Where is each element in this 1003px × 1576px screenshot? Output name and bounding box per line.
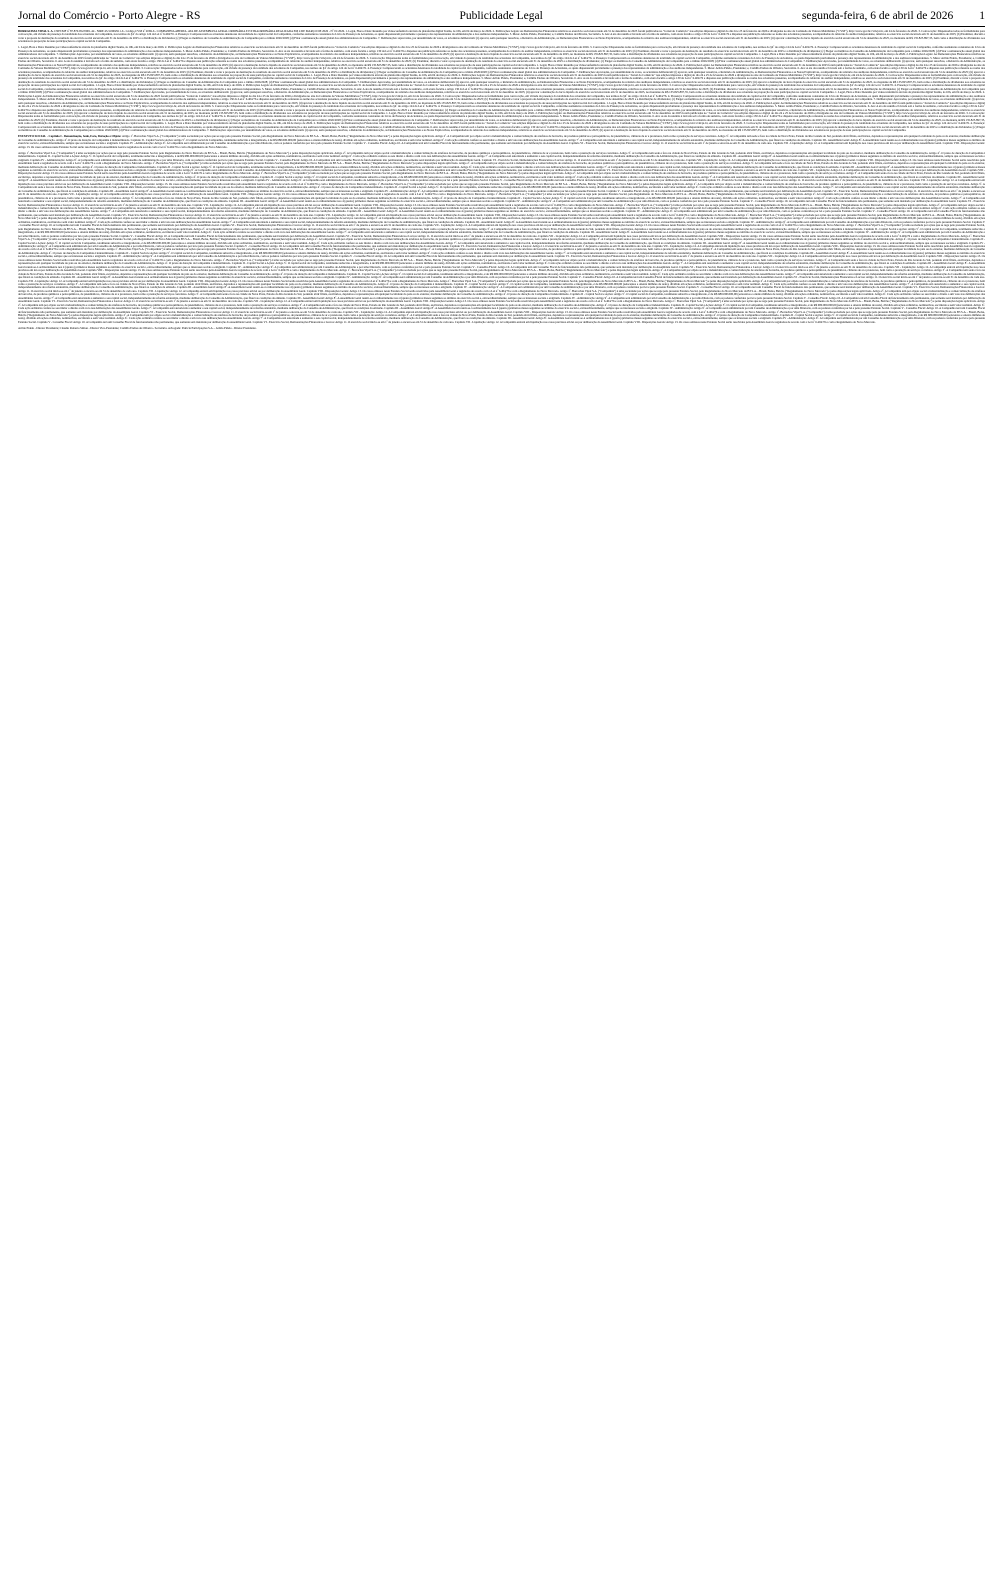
notice-title: BORRACHAS VIPAL S. A. — [18, 29, 54, 33]
page-number: 1 — [979, 10, 985, 22]
estatuto-subtitle: Capítulo I - Denominação, Sede, Foro, Duração e Objeto: — [48, 134, 122, 139]
estatuto-title: ESTATUTO SOCIAL — [18, 134, 47, 139]
legal-notices-body — [18, 30, 985, 330]
section-title: Publicidade Legal — [459, 10, 543, 22]
masthead-divider — [18, 26, 985, 27]
estatuto-text: Artigo 1º. Borrachas Vipal S.A. ("Companhia") é uma sociedade por ações que se rege pelo presente Estatuto Social, pelo Regulamento do Novo Mercado da B3 S.A. - Brasil, Bolsa, Balcão ("Regulamento do Novo Mercado") e pelas disposições legais aplicáveis. Artigo 2º. A Companhia tem por objeto social a industrialização e comercialização de artefatos de borracha, de produtos químicos e petroquímicos, de pneumáticos, câmaras de ar e protetores, bem como a prestação de serviços correlatos. Artigo 3º. A Companhia tem sede e foro na cidade de Nova Prata, Estado do Rio Grande do Sul, podendo abrir filiais, escritórios, depósitos e representações em qualquer localidade do país ou do exterior, mediante deliberação do Conselho de Administração. Artigo 4º. O prazo de duração da Companhia é indeterminado. Capítulo II - Capital Social e Ações: Artigo 5º. O capital social da Companhia, totalmente subscrito e integralizado, é de R$ 680.000.000,00 (seiscentos e oitenta milhões de reais), dividido em ações ordinárias, nominativas, escriturais e sem valor nominal. Artigo 6º. Cada ação ordinária confere ao seu titular o direito a um voto nas deliberações das Assembleias Gerais. Artigo 7º. A Companhia está autorizada a aumentar o seu capital social, independentemente de reforma estatutária, mediante deliberação do Conselho de Administração, que fixará as condições da emissão. Capítulo III - Assembleia Geral: Artigo 8º. A Assembleia Geral reunir-se-á ordinariamente nos 4 (quatro) primeiros meses seguintes ao término do exercício social e, extraordinariamente, sempre que os interesses sociais o exigirem. Capítulo IV - Administração: Artigo 9º. A Companhia será administrada por um Conselho de Administração e por uma Diretoria, com os poderes conferidos por lei e pelo presente Estatuto Social. Capítulo V - Conselho Fiscal: Artigo 10. A Companhia terá um Conselho Fiscal de funcionamento não permanente, que somente será instalado por deliberação da Assembleia Geral. Capítulo VI - Exercício Social, Demonstrações Financeiras e Lucros: Artigo 11. O exercício social inicia-se em 1º de janeiro e encerra-se em 31 de dezembro de cada ano. Capítulo VII - Liquidação: Artigo 12. A Companhia entrará em liquidação nos casos previstos em lei ou por deliberação da Assembleia Geral. Capítulo VIII - Disposições Gerais: Artigo 13. Os casos omissos neste Estatuto Social serão resolvidos pela Assembleia Geral e regulados de acordo com a Lei nº 6.404/76 e com o Regulamento do Novo Mercado. — [18, 134, 985, 149]
notice-estatuto-social: ESTATUTO SOCIAL - Capítulo I - Denominação, Sede, Foro, Duração e Objeto: Artigo 1º. Borrachas Vipal S.A. ("Companhia") é uma sociedade por ações que se rege pelo presente Estatuto Social, pelo Regulamento do Novo Mercado da B3 S.A. - Brasil, Bolsa, Balcão ("Regulamento do Novo Mercado") e pelas disposições legais aplicáveis. Artigo 2º. A Companhia tem por objeto social a industrialização e comercialização de artefatos de borracha, de produtos químicos e petroquímicos, de pneumáticos, câmaras de ar e protetores, bem como a prestação de serviços correlatos. Artigo 3º. A Companhia tem sede e foro na cidade de Nova Prata, Estado do Rio Grande do Sul, podendo abrir filiais, escritórios, depósitos e representações em qualquer localidade do país ou do exterior, mediante deliberação do Conselho de Administração. Artigo 4º. O prazo de duração da Companhia é indeterminado. Capítulo II - Capital Social e Ações: Artigo 5º. O capital social da Companhia, totalmente subscrito e integralizado, é de R$ 680.000.000,00 (seiscentos e oitenta milhões de reais), dividido em ações ordinárias, nominativas, escriturais e sem valor nominal. Artigo 6º. Cada ação ordinária confere ao seu titular o direito a um voto nas deliberações das Assembleias Gerais. Artigo 7º. A Companhia está autorizada a aumentar o seu capital social, independentemente de reforma estatutária, mediante deliberação do Conselho de Administração, que fixará as condições da emissão. Capítulo III - Assembleia Geral: Artigo 8º. A Assembleia Geral reunir-se-á ordinariamente nos 4 (quatro) primeiros meses seguintes ao término do exercício social e, extraordinariamente, sempre que os interesses sociais o exigirem. Capítulo IV - Administração: Artigo 9º. A Companhia será administrada por um Conselho de Administração e por uma Diretoria, com os poderes conferidos por lei e pelo presente Estatuto Social. Capítulo V - Conselho Fiscal: Artigo 10. A Companhia terá um Conselho Fiscal de funcionamento não permanente, que somente será instalado por deliberação da Assembleia Geral. Capítulo VI - Exercício Social, Demonstrações Financeiras e Lucros: Artigo 11. O exercício social inicia-se em 1º de janeiro e encerra-se em 31 de dezembro de cada ano. Capítulo VII - Liquidação: Artigo 12. A Companhia entrará em liquidação nos casos previstos em lei ou por deliberação da Assembleia Geral. Capítulo VIII - Disposições Gerais: Artigo 13. Os casos omissos neste Estatuto Social serão resolvidos pela Assembleia Geral e regulados de acordo com a Lei nº 6.404/76 e com o Regulamento do Novo Mercado. — [18, 134, 985, 149]
notice-borrachas-vipal — [18, 30, 985, 44]
notice-borrachas-vipal-continued: 1. Legal, Hora e Data: Reunião por videoconferência através da plataforma digital Teams, às 10h, em 04 de março de 2026. 2. Publicações Legais: As Demonstrações Financeiras relativas ao exercício social encerrado em 31 de dezembro de 2025 foram publicadas no "Jornal do Comércio" nas edições impressa e digital do dia 24 e 25 de fevereiro de 2026 e divulgadas no site da Comissão de Valores Mobiliários ("CVM"), http://www.gov.br/cvm/pt-br, em 24 de fevereiro de 2026. 3. Convocação: Dispensadas todas as formalidades para convocação, em virtude da presença da totalidade dos acionistas da Companhia, nos termos do §4º do artigo 124 da Lei nº 6.404/76. 4. Presença: Compareceram os acionistas detentores da totalidade do capital social da Companhia, conforme assinaturas constantes do Livro de Presença de Acionistas, os quais dispensaram previamente a presença dos representantes da administração e dos auditores independentes. 5. Mesa: Arildo Pidelo, Presidente; e, Camilla Endres de Oliveira, Secretária. 6. Ata: A ata da reunião é lavrada sob a forma de sumário, com exata faculta o artigo 130 da Lei nº 6.404/76 e dispensa sua publicação referente ao nome dos acionistas presentes, acompanhadas do relatório do auditor independente, relativos ao exercício social encerrado em 31 de dezembro de 2025; (b) Examinar, discutir e votar a proposta de destinação do resultado do exercício social encerrado em 31 de dezembro de 2025 e a distribuição de dividendos; (c) Eleger os membros do Conselho de Administração da Companhia para o triênio 2026/2028; (d) Fixar a remuneração anual global dos administradores da Companhia. 7. Deliberações: Aprovadas, por unanimidade de votos, os acionistas deliberaram: (i) aprovar, sem quaisquer ressalvas, o Relatório da Administração, as Demonstrações Financeiras e as Notas Explicativas, acompanhadas do relatório dos auditores independentes, relativas ao exercício social encerrado em 31 de dezembro de 2025; (ii) aprovar a destinação do lucro líquido do exercício social encerrado em 31 de dezembro de 2025, no montante de R$ 135.825.897,35, bem como a distribuição de dividendos aos acionistas na proporção de suas participações no capital social da Companhia. 1. Legal, Hora e Data: Reunião por videoconferência através da plataforma digital Teams, às 10h, em 04 de março de 2026. 2. Publicações Legais: As Demonstrações Financeiras relativas ao exercício social encerrado em 31 de dezembro de 2025 foram publicadas no "Jornal do Comércio" nas edições impressa e digital do dia 24 e 25 de fevereiro de 2026 e divulgadas no site da Comissão de Valores Mobiliários ("CVM"), http://www.gov.br/cvm/pt-br, em 24 de fevereiro de 2026. 3. Convocação: Dispensadas todas as formalidades para convocação, em virtude da presença da totalidade dos acionistas da Companhia, nos termos do §4º do artigo 124 da Lei nº 6.404/76. 4. Presença: Compareceram os acionistas detentores da totalidade do capital social da Companhia, conforme assinaturas constantes do Livro de Presença de Acionistas, os quais dispensaram previamente a presença dos representantes da administração e dos auditores independentes. 5. Mesa: Arildo Pidelo, Presidente; e, Camilla Endres de Oliveira, Secretária. 6. Ata: A ata da reunião é lavrada sob a forma de sumário, com exata faculta o artigo 130 da Lei nº 6.404/76 e dispensa sua publicação referente ao nome dos acionistas presentes, acompanhadas do relatório do auditor independente, relativos ao exercício social encerrado em 31 de dezembro de 2025; (b) Examinar, discutir e votar a proposta de destinação do resultado do exercício social encerrado em 31 de dezembro de 2025 e a distribuição de dividendos; (c) Eleger os membros do Conselho de Administração da Companhia para o triênio 2026/2028; (d) Fixar a remuneração anual global dos administradores da Companhia. 7. Deliberações: Aprovadas, por unanimidade de votos, os acionistas deliberaram: (i) aprovar, sem quaisquer ressalvas, o Relatório da Administração, as Demonstrações Financeiras e as Notas Explicativas, acompanhadas do relatório dos auditores independentes, relativas ao exercício social encerrado em 31 de dezembro de 2025; (ii) aprovar a destinação do lucro líquido do exercício social encerrado em 31 de dezembro de 2025, no montante de R$ 135.825.897,35, bem como a distribuição de dividendos aos acionistas na proporção de suas participações no capital social da Companhia. 1. Legal, Hora e Data: Reunião por videoconferência através da plataforma digital Teams, às 10h, em 04 de março de 2026. 2. Publicações Legais: As Demonstrações Financeiras relativas ao exercício social encerrado em 31 de dezembro de 2025 foram publicadas no "Jornal do Comércio" nas edições impressa e digital do dia 24 e 25 de fevereiro de 2026 e divulgadas no site da Comissão de Valores Mobiliários ("CVM"), http://www.gov.br/cvm/pt-br, em 24 de fevereiro de 2026. 3. Convocação: Dispensadas todas as formalidades para convocação, em virtude da presença da totalidade dos acionistas da Companhia, nos termos do §4º do artigo 124 da Lei nº 6.404/76. 4. Presença: Compareceram os acionistas detentores da totalidade do capital social da Companhia, conforme assinaturas constantes do Livro de Presença de Acionistas, os quais dispensaram previamente a presença dos representantes da administração e dos auditores independentes. 5. Mesa: Arildo Pidelo, Presidente; e, Camilla Endres de Oliveira, Secretária. 6. Ata: A ata da reunião é lavrada sob a forma de sumário, com exata faculta o artigo 130 da Lei nº 6.404/76 e dispensa sua publicação referente ao nome dos acionistas presentes, acompanhadas do relatório do auditor independente, relativos ao exercício social encerrado em 31 de dezembro de 2025; (b) Examinar, discutir e votar a proposta de destinação do resultado do exercício social encerrado em 31 de dezembro de 2025 e a distribuição de dividendos; (c) Eleger os membros do Conselho de Administração da Companhia para o triênio 2026/2028; (d) Fixar a remuneração anual global dos administradores da Companhia. 7. Deliberações: Aprovadas, por unanimidade de votos, os acionistas deliberaram: (i) aprovar, sem quaisquer ressalvas, o Relatório da Administração, as Demonstrações Financeiras e as Notas Explicativas, acompanhadas do relatório dos auditores independentes, relativas ao exercício social encerrado em 31 de dezembro de 2025; (ii) aprovar a destinação do lucro líquido do exercício social encerrado em 31 de dezembro de 2025, no montante de R$ 135.825.897,35, bem como a distribuição de dividendos aos acionistas na proporção de suas participações no capital social da Companhia. 1. Legal, Hora e Data: Reunião por videoconferência através da plataforma digital Teams, às 10h, em 04 de março de 2026. 2. Publicações Legais: As Demonstrações Financeiras relativas ao exercício social encerrado em 31 de dezembro de 2025 foram publicadas no "Jornal do Comércio" nas edições impressa e digital do dia 24 e 25 de fevereiro de 2026 e divulgadas no site da Comissão de Valores Mobiliários ("CVM"), http://www.gov.br/cvm/pt-br, em 24 de fevereiro de 2026. 3. Convocação: Dispensadas todas as formalidades para convocação, em virtude da presença da totalidade dos acionistas da Companhia, nos termos do §4º do artigo 124 da Lei nº 6.404/76. 4. Presença: Compareceram os acionistas detentores da totalidade do capital social da Companhia, conforme assinaturas constantes do Livro de Presença de Acionistas, os quais dispensaram previamente a presença dos representantes da administração e dos auditores independentes. 5. Mesa: Arildo Pidelo, Presidente; e, Camilla Endres de Oliveira, Secretária. 6. Ata: A ata da reunião é lavrada sob a forma de sumário, com exata faculta o artigo 130 da Lei nº 6.404/76 e dispensa sua publicação referente ao nome dos acionistas presentes, acompanhadas do relatório do auditor independente, relativos ao exercício social encerrado em 31 de dezembro de 2025; (b) Examinar, discutir e votar a proposta de destinação do resultado do exercício social encerrado em 31 de dezembro de 2025 e a distribuição de dividendos; (c) Eleger os membros do Conselho de Administração da Companhia para o triênio 2026/2028; (d) Fixar a remuneração anual global dos administradores da Companhia. 7. Deliberações: Aprovadas, por unanimidade de votos, os acionistas deliberaram: (i) aprovar, sem quaisquer ressalvas, o Relatório da Administração, as Demonstrações Financeiras e as Notas Explicativas, acompanhadas do relatório dos auditores independentes, relativas ao exercício social encerrado em 31 de dezembro de 2025; (ii) aprovar a destinação do lucro líquido do exercício social encerrado em 31 de dezembro de 2025, no montante de R$ 135.825.897,35, bem como a distribuição de dividendos aos acionistas na proporção de suas participações no capital social da Companhia. 1. Legal, Hora e Data: Reunião por videoconferência através da plataforma digital Teams, às 10h, em 04 de março de 2026. 2. Publicações Legais: As Demonstrações Financeiras relativas ao exercício social encerrado em 31 de dezembro de 2025 foram publicadas no "Jornal do Comércio" nas edições impressa e digital do dia 24 e 25 de fevereiro de 2026 e divulgadas no site da Comissão de Valores Mobiliários ("CVM"), http://www.gov.br/cvm/pt-br, em 24 de fevereiro de 2026. 3. Convocação: Dispensadas todas as formalidades para convocação, em virtude da presença da totalidade dos acionistas da Companhia, nos termos do §4º do artigo 124 da Lei nº 6.404/76. 4. Presença: Compareceram os acionistas detentores da totalidade do capital social da Companhia, conforme assinaturas constantes do Livro de Presença de Acionistas, os quais dispensaram previamente a presença dos representantes da administração e dos auditores independentes. 5. Mesa: Arildo Pidelo, Presidente; e, Camilla Endres de Oliveira, Secretária. 6. Ata: A ata da reunião é lavrada sob a forma de sumário, com exata faculta o artigo 130 da Lei nº 6.404/76 e dispensa sua publicação referente ao nome dos acionistas presentes, acompanhadas do relatório do auditor independente, relativos ao exercício social encerrado em 31 de dezembro de 2025; (b) Examinar, discutir e votar a proposta de destinação do resultado do exercício social encerrado em 31 de dezembro de 2025 e a distribuição de dividendos; (c) Eleger os membros do Conselho de Administração da Companhia para o triênio 2026/2028; (d) Fixar a remuneração anual global dos administradores da Companhia. 7. Deliberações: Aprovadas, por unanimidade de votos, os acionistas deliberaram: (i) aprovar, sem quaisquer ressalvas, o Relatório da Administração, as Demonstrações Financeiras e as Notas Explicativas, acompanhadas do relatório dos auditores independentes, relativas ao exercício social encerrado em 31 de dezembro de 2025; (ii) aprovar a destinação do lucro líquido do exercício social encerrado em 31 de dezembro de 2025, no montante de R$ 135.825.897,35, bem como a distribuição de dividendos aos acionistas na proporção de suas participações no capital social da Companhia. 1. Legal, Hora e Data: Reunião por videoconferência através da plataforma digital Teams, às 10h, em 04 de março de 2026. 2. Publicações Legais: As Demonstrações Financeiras relativas ao exercício social encerrado em 31 de dezembro de 2025 foram publicadas no "Jornal do Comércio" nas edições impressa e digital do dia 24 e 25 de fevereiro de 2026 e divulgadas no site da Comissão de Valores Mobiliários ("CVM"), http://www.gov.br/cvm/pt-br, em 24 de fevereiro de 2026. 3. Convocação: Dispensadas todas as formalidades para convocação, em virtude da presença da totalidade dos acionistas da Companhia, nos termos do §4º do artigo 124 da Lei nº 6.404/76. 4. Presença: Compareceram os acionistas detentores da totalidade do capital social da Companhia, conforme assinaturas constantes do Livro de Presença de Acionistas, os quais dispensaram previamente a presença dos representantes da administração e dos auditores independentes. 5. Mesa: Arildo Pidelo, Presidente; e, Camilla Endres de Oliveira, Secretária. 6. Ata: A ata da reunião é lavrada sob a forma de sumário, com exata faculta o artigo 130 da Lei nº 6.404/76 e dispensa sua publicação referente ao nome dos acionistas presentes, acompanhadas do relatório do auditor independente, relativos ao exercício social encerrado em 31 de dezembro de 2025; (b) Examinar, discutir e votar a proposta de destinação do resultado do exercício social encerrado em 31 de dezembro de 2025 e a distribuição de dividendos; (c) Eleger os membros do Conselho de Administração da Companhia para o triênio 2026/2028; (d) Fixar a remuneração anual global dos administradores da Companhia. 7. Deliberações: Aprovadas, por unanimidade de votos, os acionistas deliberaram: (i) aprovar, sem quaisquer ressalvas, o Relatório da Administração, as Demonstrações Financeiras e as Notas Explicativas, acompanhadas do relatório dos auditores independentes, relativas ao exercício social encerrado em 31 de dezembro de 2025; (ii) aprovar a destinação do lucro líquido do exercício social encerrado em 31 de dezembro de 2025, no montante de R$ 135.825.897,35, bem como a distribuição de dividendos aos acionistas na proporção de suas participações no capital social da Companhia. 1. Legal, Hora e Data: Reunião por videoconferência através da plataforma digital Teams, às 10h, em 04 de março de 2026. 2. Publicações Legais: As Demonstrações Financeiras relativas ao exercício social encerrado em 31 de dezembro de 2025 foram publicadas no "Jornal do Comércio" nas edições impressa e digital do dia 24 e 25 de fevereiro de 2026 e divulgadas no site da Comissão de Valores Mobiliários ("CVM"), http://www.gov.br/cvm/pt-br, em 24 de fevereiro de 2026. 3. Convocação: Dispensadas todas as formalidades para convocação, em virtude da presença da totalidade dos acionistas da Companhia, nos termos do §4º do artigo 124 da Lei nº 6.404/76. 4. Presença: Compareceram os acionistas detentores da totalidade do capital social da Companhia, conforme assinaturas constantes do Livro de Presença de Acionistas, os quais dispensaram previamente a presença dos representantes da administração e dos auditores independentes. 5. Mesa: Arildo Pidelo, Presidente; e, Camilla Endres de Oliveira, Secretária. 6. Ata: A ata da reunião é lavrada sob a forma de sumário, com exata faculta o artigo 130 da Lei nº 6.404/76 e dispensa sua publicação referente ao nome dos acionistas presentes, acompanhadas do relatório do auditor independente, relativos ao exercício social encerrado em 31 de dezembro de 2025; (b) Examinar, discutir e votar a proposta de destinação do resultado do exercício social encerrado em 31 de dezembro de 2025 e a distribuição de dividendos; (c) Eleger os membros do Conselho de Administração da Companhia para o triênio 2026/2028; (d) Fixar a remuneração anual global dos administradores da Companhia. 7. Deliberações: Aprovadas, por unanimidade de votos, os acionistas deliberaram: (i) aprovar, sem quaisquer ressalvas, o Relatório da Administração, as Demonstrações Financeiras e as Notas Explicativas, acompanhadas do relatório dos auditores independentes, relativas ao exercício social encerrado em 31 de dezembro de 2025; (ii) aprovar a destinação do lucro líquido do exercício social encerrado em 31 de dezembro de 2025, no montante de R$ 135.825.897,35, bem como a distribuição de dividendos aos acionistas na proporção de suas participações no capital social da Companhia. 1. Legal, Hora e Data: Reunião por videoconferência através da plataforma digital Teams, às 10h, em 04 de março de 2026. 2. Publicações Legais: As Demonstrações Financeiras relativas ao exercício social encerrado em 31 de dezembro de 2025 foram publicadas no "Jornal do Comércio" nas edições impressa e digital do dia 24 e 25 de fevereiro de 2026 e divulgadas no site da Comissão de Valores Mobiliários ("CVM"), http://www.gov.br/cvm/pt-br, em 24 de fevereiro de 2026. 3. Convocação: Dispensadas todas as formalidades para convocação, em virtude da presença da totalidade dos acionistas da Companhia, nos termos do §4º do artigo 124 da Lei nº 6.404/76. 4. Presença: Compareceram os acionistas detentores da totalidade do capital social da Companhia, conforme assinaturas constantes do Livro de Presença de Acionistas, os quais dispensaram previamente a presença dos representantes da administração e dos auditores independentes. 5. Mesa: Arildo Pidelo, Presidente; e, Camilla Endres de Oliveira, Secretária. 6. Ata: A ata da reunião é lavrada sob a forma de sumário, com exata faculta o artigo 130 da Lei nº 6.404/76 e dispensa sua publicação referente ao nome dos acionistas presentes, acompanhadas do relatório do auditor independente, relativos ao exercício social encerrado em 31 de dezembro de 2025; (b) Examinar, discutir e votar a proposta de destinação do resultado do exercício social encerrado em 31 de dezembro de 2025 e a distribuição de dividendos; (c) Eleger os membros do Conselho de Administração da Companhia para o triênio 2026/2028; (d) Fixar a remuneração anual global dos administradores da Companhia. 7. Deliberações: Aprovadas, por unanimidade de votos, os acionistas deliberaram: (i) aprovar, sem quaisquer ressalvas, o Relatório da Administração, as Demonstrações Financeiras e as Notas Explicativas, acompanhadas do relatório dos auditores independentes, relativas ao exercício social encerrado em 31 de dezembro de 2025; (ii) aprovar a destinação do lucro líquido do exercício social encerrado em 31 de dezembro de 2025, no montante de R$ 135.825.897,35, bem como a distribuição de dividendos aos acionistas na proporção de suas participações no capital social da Companhia. 1. Legal, Hora e Data: Reunião por videoconferência através da plataforma digital Teams, às 10h, em 04 de março de 2026. 2. Publicações Legais: As Demonstrações Financeiras relativas ao exercício social encerrado em 31 de dezembro de 2025 foram publicadas no "Jornal do Comércio" nas edições impressa e digital do dia 24 e 25 de fevereiro de 2026 e divulgadas no site da Comissão de Valores Mobiliários ("CVM"), http://www.gov.br/cvm/pt-br, em 24 de fevereiro de 2026. 3. Convocação: Dispensadas todas as formalidades para convocação, em virtude da presença da totalidade dos acionistas da Companhia, nos termos do §4º do artigo 124 da Lei nº 6.404/76. 4. Presença: Compareceram os acionistas detentores da totalidade do capital social da Companhia, conforme assinaturas constantes do Livro de Presença de Acionistas, os quais dispensaram previamente a presença dos representantes da administração e dos auditores independentes. 5. Mesa: Arildo Pidelo, Presidente; e, Camilla Endres de Oliveira, Secretária. 6. Ata: A ata da reunião é lavrada sob a forma de sumário, com exata faculta o artigo 130 da Lei nº 6.404/76 e dispensa sua publicação referente ao nome dos acionistas presentes, acompanhadas do relatório do auditor independente, relativos ao exercício social encerrado em 31 de dezembro de 2025; (b) Examinar, discutir e votar a proposta de destinação do resultado do exercício social encerrado em 31 de dezembro de 2025 e a distribuição de dividendos; (c) Eleger os membros do Conselho de Administração da Companhia para o triênio 2026/2028; (d) Fixar a remuneração anual global dos administradores da Companhia. 7. Deliberações: Aprovadas, por unanimidade de votos, os acionistas deliberaram: (i) aprovar, sem quaisquer ressalvas, o Relatório da Administração, as Demonstrações Financeiras e as Notas Explicativas, acompanhadas do relatório dos auditores independentes, relativas ao exercício social encerrado em 31 de dezembro de 2025; (ii) aprovar a destinação do lucro líquido do exercício social encerrado em 31 de dezembro de 2025, no montante de R$ 135.825.897,35, bem como a distribuição de dividendos aos acionistas na proporção de suas participações no capital social da Companhia. — [18, 45, 985, 133]
signature-line: Arildo Pidelo - Diretor Presidente; Claudio Roberto Simon - Diretor Vice-Presidente; Camilla Endres de Oliveira - Secretária. Advogada: Patrícia Participações S.A. - Arildo Pidelo - Diretor Presidente. — [18, 325, 257, 330]
masthead — [18, 10, 985, 25]
notice-estatuto-continued: Artigo 1º. Borrachas Vipal S.A. ("Companhia") é uma sociedade por ações que se rege pelo presente Estatuto Social, pelo Regulamento do Novo Mercado da B3 S.A. - Brasil, Bolsa, Balcão ("Regulamento do Novo Mercado") e pelas disposições legais aplicáveis. Artigo 2º. A Companhia tem por objeto social a industrialização e comercialização de artefatos de borracha, de produtos químicos e petroquímicos, de pneumáticos, câmaras de ar e protetores, bem como a prestação de serviços correlatos. Artigo 3º. A Companhia tem sede e foro na cidade de Nova Prata, Estado do Rio Grande do Sul, podendo abrir filiais, escritórios, depósitos e representações em qualquer localidade do país ou do exterior, mediante deliberação do Conselho de Administração. Artigo 4º. O prazo de duração da Companhia é indeterminado. Capítulo II - Capital Social e Ações: Artigo 5º. O capital social da Companhia, totalmente subscrito e integralizado, é de R$ 680.000.000,00 (seiscentos e oitenta milhões de reais), dividido em ações ordinárias, nominativas, escriturais e sem valor nominal. Artigo 6º. Cada ação ordinária confere ao seu titular o direito a um voto nas deliberações das Assembleias Gerais. Artigo 7º. A Companhia está autorizada a aumentar o seu capital social, independentemente de reforma estatutária, mediante deliberação do Conselho de Administração, que fixará as condições da emissão. Capítulo III - Assembleia Geral: Artigo 8º. A Assembleia Geral reunir-se-á ordinariamente nos 4 (quatro) primeiros meses seguintes ao término do exercício social e, extraordinariamente, sempre que os interesses sociais o exigirem. Capítulo IV - Administração: Artigo 9º. A Companhia será administrada por um Conselho de Administração e por uma Diretoria, com os poderes conferidos por lei e pelo presente Estatuto Social. Capítulo V - Conselho Fiscal: Artigo 10. A Companhia terá um Conselho Fiscal de funcionamento não permanente, que somente será instalado por deliberação da Assembleia Geral. Capítulo VI - Exercício Social, Demonstrações Financeiras e Lucros: Artigo 11. O exercício social inicia-se em 1º de janeiro e encerra-se em 31 de dezembro de cada ano. Capítulo VII - Liquidação: Artigo 12. A Companhia entrará em liquidação nos casos previstos em lei ou por deliberação da Assembleia Geral. Capítulo VIII - Disposições Gerais: Artigo 13. Os casos omissos neste Estatuto Social serão resolvidos pela Assembleia Geral e regulados de acordo com a Lei nº 6.404/76 e com o Regulamento do Novo Mercado. Artigo 1º. Borrachas Vipal S.A. ("Companhia") é uma sociedade por ações que se rege pelo presente Estatuto Social, pelo Regulamento do Novo Mercado da B3 S.A. - Brasil, Bolsa, Balcão ("Regulamento do Novo Mercado") e pelas disposições legais aplicáveis. Artigo 2º. A Companhia tem por objeto social a industrialização e comercialização de artefatos de borracha, de produtos químicos e petroquímicos, de pneumáticos, câmaras de ar e protetores, bem como a prestação de serviços correlatos. Artigo 3º. A Companhia tem sede e foro na cidade de Nova Prata, Estado do Rio Grande do Sul, podendo abrir filiais, escritórios, depósitos e representações em qualquer localidade do país ou do exterior, mediante deliberação do Conselho de Administração. Artigo 4º. O prazo de duração da Companhia é indeterminado. Capítulo II - Capital Social e Ações: Artigo 5º. O capital social da Companhia, totalmente subscrito e integralizado, é de R$ 680.000.000,00 (seiscentos e oitenta milhões de reais), dividido em ações ordinárias, nominativas, escriturais e sem valor nominal. Artigo 6º. Cada ação ordinária confere ao seu titular o direito a um voto nas deliberações das Assembleias Gerais. Artigo 7º. A Companhia está autorizada a aumentar o seu capital social, independentemente de reforma estatutária, mediante deliberação do Conselho de Administração, que fixará as condições da emissão. Capítulo III - Assembleia Geral: Artigo 8º. A Assembleia Geral reunir-se-á ordinariamente nos 4 (quatro) primeiros meses seguintes ao término do exercício social e, extraordinariamente, sempre que os interesses sociais o exigirem. Capítulo IV - Administração: Artigo 9º. A Companhia será administrada por um Conselho de Administração e por uma Diretoria, com os poderes conferidos por lei e pelo presente Estatuto Social. Capítulo V - Conselho Fiscal: Artigo 10. A Companhia terá um Conselho Fiscal de funcionamento não permanente, que somente será instalado por deliberação da Assembleia Geral. Capítulo VI - Exercício Social, Demonstrações Financeiras e Lucros: Artigo 11. O exercício social inicia-se em 1º de janeiro e encerra-se em 31 de dezembro de cada ano. Capítulo VII - Liquidação: Artigo 12. A Companhia entrará em liquidação nos casos previstos em lei ou por deliberação da Assembleia Geral. Capítulo VIII - Disposições Gerais: Artigo 13. Os casos omissos neste Estatuto Social serão resolvidos pela Assembleia Geral e regulados de acordo com a Lei nº 6.404/76 e com o Regulamento do Novo Mercado. Artigo 1º. Borrachas Vipal S.A. ("Companhia") é uma sociedade por ações que se rege pelo presente Estatuto Social, pelo Regulamento do Novo Mercado da B3 S.A. - Brasil, Bolsa, Balcão ("Regulamento do Novo Mercado") e pelas disposições legais aplicáveis. Artigo 2º. A Companhia tem por objeto social a industrialização e comercialização de artefatos de borracha, de produtos químicos e petroquímicos, de pneumáticos, câmaras de ar e protetores, bem como a prestação de serviços correlatos. Artigo 3º. A Companhia tem sede e foro na cidade de Nova Prata, Estado do Rio Grande do Sul, podendo abrir filiais, escritórios, depósitos e representações em qualquer localidade do país ou do exterior, mediante deliberação do Conselho de Administração. Artigo 4º. O prazo de duração da Companhia é indeterminado. Capítulo II - Capital Social e Ações: Artigo 5º. O capital social da Companhia, totalmente subscrito e integralizado, é de R$ 680.000.000,00 (seiscentos e oitenta milhões de reais), dividido em ações ordinárias, nominativas, escriturais e sem valor nominal. Artigo 6º. Cada ação ordinária confere ao seu titular o direito a um voto nas deliberações das Assembleias Gerais. Artigo 7º. A Companhia está autorizada a aumentar o seu capital social, independentemente de reforma estatutária, mediante deliberação do Conselho de Administração, que fixará as condições da emissão. Capítulo III - Assembleia Geral: Artigo 8º. A Assembleia Geral reunir-se-á ordinariamente nos 4 (quatro) primeiros meses seguintes ao término do exercício social e, extraordinariamente, sempre que os interesses sociais o exigirem. Capítulo IV - Administração: Artigo 9º. A Companhia será administrada por um Conselho de Administração e por uma Diretoria, com os poderes conferidos por lei e pelo presente Estatuto Social. Capítulo V - Conselho Fiscal: Artigo 10. A Companhia terá um Conselho Fiscal de funcionamento não permanente, que somente será instalado por deliberação da Assembleia Geral. Capítulo VI - Exercício Social, Demonstrações Financeiras e Lucros: Artigo 11. O exercício social inicia-se em 1º de janeiro e encerra-se em 31 de dezembro de cada ano. Capítulo VII - Liquidação: Artigo 12. A Companhia entrará em liquidação nos casos previstos em lei ou por deliberação da Assembleia Geral. Capítulo VIII - Disposições Gerais: Artigo 13. Os casos omissos neste Estatuto Social serão resolvidos pela Assembleia Geral e regulados de acordo com a Lei nº 6.404/76 e com o Regulamento do Novo Mercado. Artigo 1º. Borrachas Vipal S.A. ("Companhia") é uma sociedade por ações que se rege pelo presente Estatuto Social, pelo Regulamento do Novo Mercado da B3 S.A. - Brasil, Bolsa, Balcão ("Regulamento do Novo Mercado") e pelas disposições legais aplicáveis. Artigo 2º. A Companhia tem por objeto social a industrialização e comercialização de artefatos de borracha, de produtos químicos e petroquímicos, de pneumáticos, câmaras de ar e protetores, bem como a prestação de serviços correlatos. Artigo 3º. A Companhia tem sede e foro na cidade de Nova Prata, Estado do Rio Grande do Sul, podendo abrir filiais, escritórios, depósitos e representações em qualquer localidade do país ou do exterior, mediante deliberação do Conselho de Administração. Artigo 4º. O prazo de duração da Companhia é indeterminado. Capítulo II - Capital Social e Ações: Artigo 5º. O capital social da Companhia, totalmente subscrito e integralizado, é de R$ 680.000.000,00 (seiscentos e oitenta milhões de reais), dividido em ações ordinárias, nominativas, escriturais e sem valor nominal. Artigo 6º. Cada ação ordinária confere ao seu titular o direito a um voto nas deliberações das Assembleias Gerais. Artigo 7º. A Companhia está autorizada a aumentar o seu capital social, independentemente de reforma estatutária, mediante deliberação do Conselho de Administração, que fixará as condições da emissão. Capítulo III - Assembleia Geral: Artigo 8º. A Assembleia Geral reunir-se-á ordinariamente nos 4 (quatro) primeiros meses seguintes ao término do exercício social e, extraordinariamente, sempre que os interesses sociais o exigirem. Capítulo IV - Administração: Artigo 9º. A Companhia será administrada por um Conselho de Administração e por uma Diretoria, com os poderes conferidos por lei e pelo presente Estatuto Social. Capítulo V - Conselho Fiscal: Artigo 10. A Companhia terá um Conselho Fiscal de funcionamento não permanente, que somente será instalado por deliberação da Assembleia Geral. Capítulo VI - Exercício Social, Demonstrações Financeiras e Lucros: Artigo 11. O exercício social inicia-se em 1º de janeiro e encerra-se em 31 de dezembro de cada ano. Capítulo VII - Liquidação: Artigo 12. A Companhia entrará em liquidação nos casos previstos em lei ou por deliberação da Assembleia Geral. Capítulo VIII - Disposições Gerais: Artigo 13. Os casos omissos neste Estatuto Social serão resolvidos pela Assembleia Geral e regulados de acordo com a Lei nº 6.404/76 e com o Regulamento do Novo Mercado. Artigo 1º. Borrachas Vipal S.A. ("Companhia") é uma sociedade por ações que se rege pelo presente Estatuto Social, pelo Regulamento do Novo Mercado da B3 S.A. - Brasil, Bolsa, Balcão ("Regulamento do Novo Mercado") e pelas disposições legais aplicáveis. Artigo 2º. A Companhia tem por objeto social a industrialização e comercialização de artefatos de borracha, de produtos químicos e petroquímicos, de pneumáticos, câmaras de ar e protetores, bem como a prestação de serviços correlatos. Artigo 3º. A Companhia tem sede e foro na cidade de Nova Prata, Estado do Rio Grande do Sul, podendo abrir filiais, escritórios, depósitos e representações em qualquer localidade do país ou do exterior, mediante deliberação do Conselho de Administração. Artigo 4º. O prazo de duração da Companhia é indeterminado. Capítulo II - Capital Social e Ações: Artigo 5º. O capital social da Companhia, totalmente subscrito e integralizado, é de R$ 680.000.000,00 (seiscentos e oitenta milhões de reais), dividido em ações ordinárias, nominativas, escriturais e sem valor nominal. Artigo 6º. Cada ação ordinária confere ao seu titular o direito a um voto nas deliberações das Assembleias Gerais. Artigo 7º. A Companhia está autorizada a aumentar o seu capital social, independentemente de reforma estatutária, mediante deliberação do Conselho de Administração, que fixará as condições da emissão. Capítulo III - Assembleia Geral: Artigo 8º. A Assembleia Geral reunir-se-á ordinariamente nos 4 (quatro) primeiros meses seguintes ao término do exercício social e, extraordinariamente, sempre que os interesses sociais o exigirem. Capítulo IV - Administração: Artigo 9º. A Companhia será administrada por um Conselho de Administração e por uma Diretoria, com os poderes conferidos por lei e pelo presente Estatuto Social. Capítulo V - Conselho Fiscal: Artigo 10. A Companhia terá um Conselho Fiscal de funcionamento não permanente, que somente será instalado por deliberação da Assembleia Geral. Capítulo VI - Exercício Social, Demonstrações Financeiras e Lucros: Artigo 11. O exercício social inicia-se em 1º de janeiro e encerra-se em 31 de dezembro de cada ano. Capítulo VII - Liquidação: Artigo 12. A Companhia entrará em liquidação nos casos previstos em lei ou por deliberação da Assembleia Geral. Capítulo VIII - Disposições Gerais: Artigo 13. Os casos omissos neste Estatuto Social serão resolvidos pela Assembleia Geral e regulados de acordo com a Lei nº 6.404/76 e com o Regulamento do Novo Mercado. Artigo 1º. Borrachas Vipal S.A. ("Companhia") é uma sociedade por ações que se rege pelo presente Estatuto Social, pelo Regulamento do Novo Mercado da B3 S.A. - Brasil, Bolsa, Balcão ("Regulamento do Novo Mercado") e pelas disposições legais aplicáveis. Artigo 2º. A Companhia tem por objeto social a industrialização e comercialização de artefatos de borracha, de produtos químicos e petroquímicos, de pneumáticos, câmaras de ar e protetores, bem como a prestação de serviços correlatos. Artigo 3º. A Companhia tem sede e foro na cidade de Nova Prata, Estado do Rio Grande do Sul, podendo abrir filiais, escritórios, depósitos e representações em qualquer localidade do país ou do exterior, mediante deliberação do Conselho de Administração. Artigo 4º. O prazo de duração da Companhia é indeterminado. Capítulo II - Capital Social e Ações: Artigo 5º. O capital social da Companhia, totalmente subscrito e integralizado, é de R$ 680.000.000,00 (seiscentos e oitenta milhões de reais), dividido em ações ordinárias, nominativas, escriturais e sem valor nominal. Artigo 6º. Cada ação ordinária confere ao seu titular o direito a um voto nas deliberações das Assembleias Gerais. Artigo 7º. A Companhia está autorizada a aumentar o seu capital social, independentemente de reforma estatutária, mediante deliberação do Conselho de Administração, que fixará as condições da emissão. Capítulo III - Assembleia Geral: Artigo 8º. A Assembleia Geral reunir-se-á ordinariamente nos 4 (quatro) primeiros meses seguintes ao término do exercício social e, extraordinariamente, sempre que os interesses sociais o exigirem. Capítulo IV - Administração: Artigo 9º. A Companhia será administrada por um Conselho de Administração e por uma Diretoria, com os poderes conferidos por lei e pelo presente Estatuto Social. Capítulo V - Conselho Fiscal: Artigo 10. A Companhia terá um Conselho Fiscal de funcionamento não permanente, que somente será instalado por deliberação da Assembleia Geral. Capítulo VI - Exercício Social, Demonstrações Financeiras e Lucros: Artigo 11. O exercício social inicia-se em 1º de janeiro e encerra-se em 31 de dezembro de cada ano. Capítulo VII - Liquidação: Artigo 12. A Companhia entrará em liquidação nos casos previstos em lei ou por deliberação da Assembleia Geral. Capítulo VIII - Disposições Gerais: Artigo 13. Os casos omissos neste Estatuto Social serão resolvidos pela Assembleia Geral e regulados de acordo com a Lei nº 6.404/76 e com o Regulamento do Novo Mercado. Artigo 1º. Borrachas Vipal S.A. ("Companhia") é uma sociedade por ações que se rege pelo presente Estatuto Social, pelo Regulamento do Novo Mercado da B3 S.A. - Brasil, Bolsa, Balcão ("Regulamento do Novo Mercado") e pelas disposições legais aplicáveis. Artigo 2º. A Companhia tem por objeto social a industrialização e comercialização de artefatos de borracha, de produtos químicos e petroquímicos, de pneumáticos, câmaras de ar e protetores, bem como a prestação de serviços correlatos. Artigo 3º. A Companhia tem sede e foro na cidade de Nova Prata, Estado do Rio Grande do Sul, podendo abrir filiais, escritórios, depósitos e representações em qualquer localidade do país ou do exterior, mediante deliberação do Conselho de Administração. Artigo 4º. O prazo de duração da Companhia é indeterminado. Capítulo II - Capital Social e Ações: Artigo 5º. O capital social da Companhia, totalmente subscrito e integralizado, é de R$ 680.000.000,00 (seiscentos e oitenta milhões de reais), dividido em ações ordinárias, nominativas, escriturais e sem valor nominal. Artigo 6º. Cada ação ordinária confere ao seu titular o direito a um voto nas deliberações das Assembleias Gerais. Artigo 7º. A Companhia está autorizada a aumentar o seu capital social, independentemente de reforma estatutária, mediante deliberação do Conselho de Administração, que fixará as condições da emissão. Capítulo III - Assembleia Geral: Artigo 8º. A Assembleia Geral reunir-se-á ordinariamente nos 4 (quatro) primeiros meses seguintes ao término do exercício social e, extraordinariamente, sempre que os interesses sociais o exigirem. Capítulo IV - Administração: Artigo 9º. A Companhia será administrada por um Conselho de Administração e por uma Diretoria, com os poderes conferidos por lei e pelo presente Estatuto Social. Capítulo V - Conselho Fiscal: Artigo 10. A Companhia terá um Conselho Fiscal de funcionamento não permanente, que somente será instalado por deliberação da Assembleia Geral. Capítulo VI - Exercício Social, Demonstrações Financeiras e Lucros: Artigo 11. O exercício social inicia-se em 1º de janeiro e encerra-se em 31 de dezembro de cada ano. Capítulo VII - Liquidação: Artigo 12. A Companhia entrará em liquidação nos casos previstos em lei ou por deliberação da Assembleia Geral. Capítulo VIII - Disposições Gerais: Artigo 13. Os casos omissos neste Estatuto Social serão resolvidos pela Assembleia Geral e regulados de acordo com a Lei nº 6.404/76 e com o Regulamento do Novo Mercado. Artigo 1º. Borrachas Vipal S.A. ("Companhia") é uma sociedade por ações que se rege pelo presente Estatuto Social, pelo Regulamento do Novo Mercado da B3 S.A. - Brasil, Bolsa, Balcão ("Regulamento do Novo Mercado") e pelas disposições legais aplicáveis. Artigo 2º. A Companhia tem por objeto social a industrialização e comercialização de artefatos de borracha, de produtos químicos e petroquímicos, de pneumáticos, câmaras de ar e protetores, bem como a prestação de serviços correlatos. Artigo 3º. A Companhia tem sede e foro na cidade de Nova Prata, Estado do Rio Grande do Sul, podendo abrir filiais, escritórios, depósitos e representações em qualquer localidade do país ou do exterior, mediante deliberação do Conselho de Administração. Artigo 4º. O prazo de duração da Companhia é indeterminado. Capítulo II - Capital Social e Ações: Artigo 5º. O capital social da Companhia, totalmente subscrito e integralizado, é de R$ 680.000.000,00 (seiscentos e oitenta milhões de reais), dividido em ações ordinárias, nominativas, escriturais e sem valor nominal. Artigo 6º. Cada ação ordinária confere ao seu titular o direito a um voto nas deliberações das Assembleias Gerais. Artigo 7º. A Companhia está autorizada a aumentar o seu capital social, independentemente de reforma estatutária, mediante deliberação do Conselho de Administração, que fixará as condições da emissão. Capítulo III - Assembleia Geral: Artigo 8º. A Assembleia Geral reunir-se-á ordinariamente nos 4 (quatro) primeiros meses seguintes ao término do exercício social e, extraordinariamente, sempre que os interesses sociais o exigirem. Capítulo IV - Administração: Artigo 9º. A Companhia será administrada por um Conselho de Administração e por uma Diretoria, com os poderes conferidos por lei e pelo presente Estatuto Social. Capítulo V - Conselho Fiscal: Artigo 10. A Companhia terá um Conselho Fiscal de funcionamento não permanente, que somente será instalado por deliberação da Assembleia Geral. Capítulo VI - Exercício Social, Demonstrações Financeiras e Lucros: Artigo 11. O exercício social inicia-se em 1º de janeiro e encerra-se em 31 de dezembro de cada ano. Capítulo VII - Liquidação: Artigo 12. A Companhia entrará em liquidação nos casos previstos em lei ou por deliberação da Assembleia Geral. Capítulo VIII - Disposições Gerais: Artigo 13. Os casos omissos neste Estatuto Social serão resolvidos pela Assembleia Geral e regulados de acordo com a Lei nº 6.404/76 e com o Regulamento do Novo Mercado. Artigo 1º. Borrachas Vipal S.A. ("Companhia") é uma sociedade por ações que se rege pelo presente Estatuto Social, pelo Regulamento do Novo Mercado da B3 S.A. - Brasil, Bolsa, Balcão ("Regulamento do Novo Mercado") e pelas disposições legais aplicáveis. Artigo 2º. A Companhia tem por objeto social a industrialização e comercialização de artefatos de borracha, de produtos químicos e petroquímicos, de pneumáticos, câmaras de ar e protetores, bem como a prestação de serviços correlatos. Artigo 3º. A Companhia tem sede e foro na cidade de Nova Prata, Estado do Rio Grande do Sul, podendo abrir filiais, escritórios, depósitos e representações em qualquer localidade do país ou do exterior, mediante deliberação do Conselho de Administração. Artigo 4º. O prazo de duração da Companhia é indeterminado. Capítulo II - Capital Social e Ações: Artigo 5º. O capital social da Companhia, totalmente subscrito e integralizado, é de R$ 680.000.000,00 (seiscentos e oitenta milhões de reais), dividido em ações ordinárias, nominativas, escriturais e sem valor nominal. Artigo 6º. Cada ação ordinária confere ao seu titular o direito a um voto nas deliberações das Assembleias Gerais. Artigo 7º. A Companhia está autorizada a aumentar o seu capital social, independentemente de reforma estatutária, mediante deliberação do Conselho de Administração, que fixará as condições da emissão. Capítulo III - Assembleia Geral: Artigo 8º. A Assembleia Geral reunir-se-á ordinariamente nos 4 (quatro) primeiros meses seguintes ao término do exercício social e, extraordinariamente, sempre que os interesses sociais o exigirem. Capítulo IV - Administração: Artigo 9º. A Companhia será administrada por um Conselho de Administração e por uma Diretoria, com os poderes conferidos por lei e pelo presente Estatuto Social. Capítulo V - Conselho Fiscal: Artigo 10. A Companhia terá um Conselho Fiscal de funcionamento não permanente, que somente será instalado por deliberação da Assembleia Geral. Capítulo VI - Exercício Social, Demonstrações Financeiras e Lucros: Artigo 11. O exercício social inicia-se em 1º de janeiro e encerra-se em 31 de dezembro de cada ano. Capítulo VII - Liquidação: Artigo 12. A Companhia entrará em liquidação nos casos previstos em lei ou por deliberação da Assembleia Geral. Capítulo VIII - Disposições Gerais: Artigo 13. Os casos omissos neste Estatuto Social serão resolvidos pela Assembleia Geral e regulados de acordo com a Lei nº 6.404/76 e com o Regulamento do Novo Mercado. Artigo 1º. Borrachas Vipal S.A. ("Companhia") é uma sociedade por ações que se rege pelo presente Estatuto Social, pelo Regulamento do Novo Mercado da B3 S.A. - Brasil, Bolsa, Balcão ("Regulamento do Novo Mercado") e pelas disposições legais aplicáveis. Artigo 2º. A Companhia tem por objeto social a industrialização e comercialização de artefatos de borracha, de produtos químicos e petroquímicos, de pneumáticos, câmaras de ar e protetores, bem como a prestação de serviços correlatos. Artigo 3º. A Companhia tem sede e foro na cidade de Nova Prata, Estado do Rio Grande do Sul, podendo abrir filiais, escritórios, depósitos e representações em qualquer localidade do país ou do exterior, mediante deliberação do Conselho de Administração. Artigo 4º. O prazo de duração da Companhia é indeterminado. Capítulo II - Capital Social e Ações: Artigo 5º. O capital social da Companhia, totalmente subscrito e integralizado, é de R$ 680.000.000,00 (seiscentos e oitenta milhões de reais), dividido em ações ordinárias, nominativas, escriturais e sem valor nominal. Artigo 6º. Cada ação ordinária confere ao seu titular o direito a um voto nas deliberações das Assembleias Gerais. Artigo 7º. A Companhia está autorizada a aumentar o seu capital social, independentemente de reforma estatutária, mediante deliberação do Conselho de Administração, que fixará as condições da emissão. Capítulo III - Assembleia Geral: Artigo 8º. A Assembleia Geral reunir-se-á ordinariamente nos 4 (quatro) primeiros meses seguintes ao término do exercício social e, extraordinariamente, sempre que os interesses sociais o exigirem. Capítulo IV - Administração: Artigo 9º. A Companhia será administrada por um Conselho de Administração e por uma Diretoria, com os poderes conferidos por lei e pelo presente Estatuto Social. Capítulo V - Conselho Fiscal: Artigo 10. A Companhia terá um Conselho Fiscal de funcionamento não permanente, que somente será instalado por deliberação da Assembleia Geral. Capítulo VI - Exercício Social, Demonstrações Financeiras e Lucros: Artigo 11. O exercício social inicia-se em 1º de janeiro e encerra-se em 31 de dezembro de cada ano. Capítulo VII - Liquidação: Artigo 12. A Companhia entrará em liquidação nos casos previstos em lei ou por deliberação da Assembleia Geral. Capítulo VIII - Disposições Gerais: Artigo 13. Os casos omissos neste Estatuto Social serão resolvidos pela Assembleia Geral e regulados de acordo com a Lei nº 6.404/76 e com o Regulamento do Novo Mercado. Artigo 1º. Borrachas Vipal S.A. ("Companhia") é uma sociedade por ações que se rege pelo presente Estatuto Social, pelo Regulamento do Novo Mercado da B3 S.A. - Brasil, Bolsa, Balcão ("Regulamento do Novo Mercado") e pelas disposições legais aplicáveis. Artigo 2º. A Companhia tem por objeto social a industrialização e comercialização de artefatos de borracha, de produtos químicos e petroquímicos, de pneumáticos, câmaras de ar e protetores, bem como a prestação de serviços correlatos. Artigo 3º. A Companhia tem sede e foro na cidade de Nova Prata, Estado do Rio Grande do Sul, podendo abrir filiais, escritórios, depósitos e representações em qualquer localidade do país ou do exterior, mediante deliberação do Conselho de Administração. Artigo 4º. O prazo de duração da Companhia é indeterminado. Capítulo II - Capital Social e Ações: Artigo 5º. O capital social da Companhia, totalmente subscrito e integralizado, é de R$ 680.000.000,00 (seiscentos e oitenta milhões de reais), dividido em ações ordinárias, nominativas, escriturais e sem valor nominal. Artigo 6º. Cada ação ordinária confere ao seu titular o direito a um voto nas deliberações das Assembleias Gerais. Artigo 7º. A Companhia está autorizada a aumentar o seu capital social, independentemente de reforma estatutária, mediante deliberação do Conselho de Administração, que fixará as condições da emissão. Capítulo III - Assembleia Geral: Artigo 8º. A Assembleia Geral reunir-se-á ordinariamente nos 4 (quatro) primeiros meses seguintes ao término do exercício social e, extraordinariamente, sempre que os interesses sociais o exigirem. Capítulo IV - Administração: Artigo 9º. A Companhia será administrada por um Conselho de Administração e por uma Diretoria, com os poderes conferidos por lei e pelo presente Estatuto Social. Capítulo V - Conselho Fiscal: Artigo 10. A Companhia terá um Conselho Fiscal de funcionamento não permanente, que somente será instalado por deliberação da Assembleia Geral. Capítulo VI - Exercício Social, Demonstrações Financeiras e Lucros: Artigo 11. O exercício social inicia-se em 1º de janeiro e encerra-se em 31 de dezembro de cada ano. Capítulo VII - Liquidação: Artigo 12. A Companhia entrará em liquidação nos casos previstos em lei ou por deliberação da Assembleia Geral. Capítulo VIII - Disposições Gerais: Artigo 13. Os casos omissos neste Estatuto Social serão resolvidos pela Assembleia Geral e regulados de acordo com a Lei nº 6.404/76 e com o Regulamento do Novo Mercado. Artigo 1º. Borrachas Vipal S.A. ("Companhia") é uma sociedade por ações que se rege pelo presente Estatuto Social, pelo Regulamento do Novo Mercado da B3 S.A. - Brasil, Bolsa, Balcão ("Regulamento do Novo Mercado") e pelas disposições legais aplicáveis. Artigo 2º. A Companhia tem por objeto social a industrialização e comercialização de artefatos de borracha, de produtos químicos e petroquímicos, de pneumáticos, câmaras de ar e protetores, bem como a prestação de serviços correlatos. Artigo 3º. A Companhia tem sede e foro na cidade de Nova Prata, Estado do Rio Grande do Sul, podendo abrir filiais, escritórios, depósitos e representações em qualquer localidade do país ou do exterior, mediante deliberação do Conselho de Administração. Artigo 4º. O prazo de duração da Companhia é indeterminado. Capítulo II - Capital Social e Ações: Artigo 5º. O capital social da Companhia, totalmente subscrito e integralizado, é de R$ 680.000.000,00 (seiscentos e oitenta milhões de reais), dividido em ações ordinárias, nominativas, escriturais e sem valor nominal. Artigo 6º. Cada ação ordinária confere ao seu titular o direito a um voto nas deliberações das Assembleias Gerais. Artigo 7º. A Companhia está autorizada a aumentar o seu capital social, independentemente de reforma estatutária, mediante deliberação do Conselho de Administração, que fixará as condições da emissão. Capítulo III - Assembleia Geral: Artigo 8º. A Assembleia Geral reunir-se-á ordinariamente nos 4 (quatro) primeiros meses seguintes ao término do exercício social e, extraordinariamente, sempre que os interesses sociais o exigirem. Capítulo IV - Administração: Artigo 9º. A Companhia será administrada por um Conselho de Administração e por uma Diretoria, com os poderes conferidos por lei e pelo presente Estatuto Social. Capítulo V - Conselho Fiscal: Artigo 10. A Companhia terá um Conselho Fiscal de funcionamento não permanente, que somente será instalado por deliberação da Assembleia Geral. Capítulo VI - Exercício Social, Demonstrações Financeiras e Lucros: Artigo 11. O exercício social inicia-se em 1º de janeiro e encerra-se em 31 de dezembro de cada ano. Capítulo VII - Liquidação: Artigo 12. A Companhia entrará em liquidação nos casos previstos em lei ou por deliberação da Assembleia Geral. Capítulo VIII - Disposições Gerais: Artigo 13. Os casos omissos neste Estatuto Social serão resolvidos pela Assembleia Geral e regulados de acordo com a Lei nº 6.404/76 e com o Regulamento do Novo Mercado. Artigo 1º. Borrachas Vipal S.A. ("Companhia") é uma sociedade por ações que se rege pelo presente Estatuto Social, pelo Regulamento do Novo Mercado da B3 S.A. - Brasil, Bolsa, Balcão ("Regulamento do Novo Mercado") e pelas disposições legais aplicáveis. Artigo 2º. A Companhia tem por objeto social a industrialização e comercialização de artefatos de borracha, de produtos químicos e petroquímicos, de pneumáticos, câmaras de ar e protetores, bem como a prestação de serviços correlatos. Artigo 3º. A Companhia tem sede e foro na cidade de Nova Prata, Estado do Rio Grande do Sul, podendo abrir filiais, escritórios, depósitos e representações em qualquer localidade do país ou do exterior, mediante deliberação do Conselho de Administração. Artigo 4º. O prazo de duração da Companhia é indeterminado. Capítulo II - Capital Social e Ações: Artigo 5º. O capital social da Companhia, totalmente subscrito e integralizado, é de R$ 680.000.000,00 (seiscentos e oitenta milhões de reais), dividido em ações ordinárias, nominativas, escriturais e sem valor nominal. Artigo 6º. Cada ação ordinária confere ao seu titular o direito a um voto nas deliberações das Assembleias Gerais. Artigo 7º. A Companhia está autorizada a aumentar o seu capital social, independentemente de reforma estatutária, mediante deliberação do Conselho de Administração, que fixará as condições da emissão. Capítulo III - Assembleia Geral: Artigo 8º. A Assembleia Geral reunir-se-á ordinariamente nos 4 (quatro) primeiros meses seguintes ao término do exercício social e, extraordinariamente, sempre que os interesses sociais o exigirem. Capítulo IV - Administração: Artigo 9º. A Companhia será administrada por um Conselho de Administração e por uma Diretoria, com os poderes conferidos por lei e pelo presente Estatuto Social. Capítulo V - Conselho Fiscal: Artigo 10. A Companhia terá um Conselho Fiscal de funcionamento não permanente, que somente será instalado por deliberação da Assembleia Geral. Capítulo VI - Exercício Social, Demonstrações Financeiras e Lucros: Artigo 11. O exercício social inicia-se em 1º de janeiro e encerra-se em 31 de dezembro de cada ano. Capítulo VII - Liquidação: Artigo 12. A Companhia entrará em liquidação nos casos previstos em lei ou por deliberação da Assembleia Geral. Capítulo VIII - Disposições Gerais: Artigo 13. Os casos omissos neste Estatuto Social serão resolvidos pela Assembleia Geral e regulados de acordo com a Lei nº 6.404/76 e com o Regulamento do Novo Mercado. Artigo 1º. Borrachas Vipal S.A. ("Companhia") é uma sociedade por ações que se rege pelo presente Estatuto Social, pelo Regulamento do Novo Mercado da B3 S.A. - Brasil, Bolsa, Balcão ("Regulamento do Novo Mercado") e pelas disposições legais aplicáveis. Artigo 2º. A Companhia tem por objeto social a industrialização e comercialização de artefatos de borracha, de produtos químicos e petroquímicos, de pneumáticos, câmaras de ar e protetores, bem como a prestação de serviços correlatos. Artigo 3º. A Companhia tem sede e foro na cidade de Nova Prata, Estado do Rio Grande do Sul, podendo abrir filiais, escritórios, depósitos e representações em qualquer localidade do país ou do exterior, mediante deliberação do Conselho de Administração. Artigo 4º. O prazo de duração da Companhia é indeterminado. Capítulo II - Capital Social e Ações: Artigo 5º. O capital social da Companhia, totalmente subscrito e integralizado, é de R$ 680.000.000,00 (seiscentos e oitenta milhões de reais), dividido em ações ordinárias, nominativas, escriturais e sem valor nominal. Artigo 6º. Cada ação ordinária confere ao seu titular o direito a um voto nas deliberações das Assembleias Gerais. Artigo 7º. A Companhia está autorizada a aumentar o seu capital social, independentemente de reforma estatutária, mediante deliberação do Conselho de Administração, que fixará as condições da emissão. Capítulo III - Assembleia Geral: Artigo 8º. A Assembleia Geral reunir-se-á ordinariamente nos 4 (quatro) primeiros meses seguintes ao término do exercício social e, extraordinariamente, sempre que os interesses sociais o exigirem. Capítulo IV - Administração: Artigo 9º. A Companhia será administrada por um Conselho de Administração e por uma Diretoria, com os poderes conferidos por lei e pelo presente Estatuto Social. Capítulo V - Conselho Fiscal: Artigo 10. A Companhia terá um Conselho Fiscal de funcionamento não permanente, que somente será instalado por deliberação da Assembleia Geral. Capítulo VI - Exercício Social, Demonstrações Financeiras e Lucros: Artigo 11. O exercício social inicia-se em 1º de janeiro e encerra-se em 31 de dezembro de cada ano. Capítulo VII - Liquidação: Artigo 12. A Companhia entrará em liquidação nos casos previstos em lei ou por deliberação da Assembleia Geral. Capítulo VIII - Disposições Gerais: Artigo 13. Os casos omissos neste Estatuto Social serão resolvidos pela Assembleia Geral e regulados de acordo com a Lei nº 6.404/76 e com o Regulamento do Novo Mercado. Artigo 1º. Borrachas Vipal S.A. ("Companhia") é uma sociedade por ações que se rege pelo presente Estatuto Social, pelo Regulamento do Novo Mercado da B3 S.A. - Brasil, Bolsa, Balcão ("Regulamento do Novo Mercado") e pelas disposições legais aplicáveis. Artigo 2º. A Companhia tem por objeto social a industrialização e comercialização de artefatos de borracha, de produtos químicos e petroquímicos, de pneumáticos, câmaras de ar e protetores, bem como a prestação de serviços correlatos. Artigo 3º. A Companhia tem sede e foro na cidade de Nova Prata, Estado do Rio Grande do Sul, podendo abrir filiais, escritórios, depósitos e representações em qualquer localidade do país ou do exterior, mediante deliberação do Conselho de Administração. Artigo 4º. O prazo de duração da Companhia é indeterminado. Capítulo II - Capital Social e Ações: Artigo 5º. O capital social da Companhia, totalmente subscrito e integralizado, é de R$ 680.000.000,00 (seiscentos e oitenta milhões de reais), dividido em ações ordinárias, nominativas, escriturais e sem valor nominal. Artigo 6º. Cada ação ordinária confere ao seu titular o direito a um voto nas deliberações das Assembleias Gerais. Artigo 7º. A Companhia está autorizada a aumentar o seu capital social, independentemente de reforma estatutária, mediante deliberação do Conselho de Administração, que fixará as condições da emissão. Capítulo III - Assembleia Geral: Artigo 8º. A Assembleia Geral reunir-se-á ordinariamente nos 4 (quatro) primeiros meses seguintes ao término do exercício social e, extraordinariamente, sempre que os interesses sociais o exigirem. Capítulo IV - Administração: Artigo 9º. A Companhia será administrada por um Conselho de Administração e por uma Diretoria, com os poderes conferidos por lei e pelo presente Estatuto Social. Capítulo V - Conselho Fiscal: Artigo 10. A Companhia terá um Conselho Fiscal de funcionamento não permanente, que somente será instalado por deliberação da Assembleia Geral. Capítulo VI - Exercício Social, Demonstrações Financeiras e Lucros: Artigo 11. O exercício social inicia-se em 1º de janeiro e encerra-se em 31 de dezembro de cada ano. Capítulo VII - Liquidação: Artigo 12. A Companhia entrará em liquidação nos casos previstos em lei ou por deliberação da Assembleia Geral. Capítulo VIII - Disposições Gerais: Artigo 13. Os casos omissos neste Estatuto Social serão resolvidos pela Assembleia Geral e regulados de acordo com a Lei nº 6.404/76 e com o Regulamento do Novo Mercado. Artigo 1º. Borrachas Vipal S.A. ("Companhia") é uma sociedade por ações que se rege pelo presente Estatuto Social, pelo Regulamento do Novo Mercado da B3 S.A. - Brasil, Bolsa, Balcão ("Regulamento do Novo Mercado") e pelas disposições legais aplicáveis. Artigo 2º. A Companhia tem por objeto social a industrialização e comercialização de artefatos de borracha, de produtos químicos e petroquímicos, de pneumáticos, câmaras de ar e protetores, bem como a prestação de serviços correlatos. Artigo 3º. A Companhia tem sede e foro na cidade de Nova Prata, Estado do Rio Grande do Sul, podendo abrir filiais, escritórios, depósitos e representações em qualquer localidade do país ou do exterior, mediante deliberação do Conselho de Administração. Artigo 4º. O prazo de duração da Companhia é indeterminado. Capítulo II - Capital Social e Ações: Artigo 5º. O capital social da Companhia, totalmente subscrito e integralizado, é de R$ 680.000.000,00 (seiscentos e oitenta milhões de reais), dividido em ações ordinárias, nominativas, escriturais e sem valor nominal. Artigo 6º. Cada ação ordinária confere ao seu titular o direito a um voto nas deliberações das Assembleias Gerais. Artigo 7º. A Companhia está autorizada a aumentar o seu capital social, independentemente de reforma estatutária, mediante deliberação do Conselho de Administração, que fixará as condições da emissão. Capítulo III - Assembleia Geral: Artigo 8º. A Assembleia Geral reunir-se-á ordinariamente nos 4 (quatro) primeiros meses seguintes ao término do exercício social e, extraordinariamente, sempre que os interesses sociais o exigirem. Capítulo IV - Administração: Artigo 9º. A Companhia será administrada por um Conselho de Administração e por uma Diretoria, com os poderes conferidos por lei e pelo presente Estatuto Social. Capítulo V - Conselho Fiscal: Artigo 10. A Companhia terá um Conselho Fiscal de funcionamento não permanente, que somente será instalado por deliberação da Assembleia Geral. Capítulo VI - Exercício Social, Demonstrações Financeiras e Lucros: Artigo 11. O exercício social inicia-se em 1º de janeiro e encerra-se em 31 de dezembro de cada ano. Capítulo VII - Liquidação: Artigo 12. A Companhia entrará em liquidação nos casos previstos em lei ou por deliberação da Assembleia Geral. Capítulo VIII - Disposições Gerais: Artigo 13. Os casos omissos neste Estatuto Social serão resolvidos pela Assembleia Geral e regulados de acordo com a Lei nº 6.404/76 e com o Regulamento do Novo Mercado. — [18, 150, 985, 324]
notice-text: 1. Legal, Hora e Data: Reunião por videoconferência através da plataforma digital Teams, às 10h, em 04 de março de 2026. 2. Publicações Legais: As Demonstrações Financeiras relativas ao exercício social encerrado em 31 de dezembro de 2025 foram publicadas no "Jornal do Comércio" nas edições impressa e digital do dia 24 e 25 de fevereiro de 2026 e divulgadas no site da Comissão de Valores Mobiliários ("CVM"), http://www.gov.br/cvm/pt-br, em 24 de fevereiro de 2026. 3. Convocação: Dispensadas todas as formalidades para convocação, em virtude da presença da totalidade dos acionistas da Companhia, nos termos do §4º do artigo 124 da Lei nº 6.404/76. 4. Presença: Compareceram os acionistas detentores da totalidade do capital social da Companhia, conforme assinaturas constantes do Livro de Presença de Acionistas, os quais dispensaram previamente a presença dos representantes da administração e dos auditores independentes. 5. Mesa: Arildo Pidelo, Presidente; e, Camilla Endres de Oliveira, Secretária. 6. Ata: A ata da reunião é lavrada sob a forma de sumário, com exata faculta o artigo 130 da Lei nº 6.404/76 e dispensa sua publicação referente ao nome dos acionistas presentes, acompanhadas do relatório do auditor independente, relativos ao exercício social encerrado em 31 de dezembro de 2025; (b) Examinar, discutir e votar a proposta de destinação do resultado do exercício social encerrado em 31 de dezembro de 2025 e a distribuição de dividendos; (c) Eleger os membros do Conselho de Administração da Companhia para o triênio 2026/2028; (d) Fixar a remuneração anual global dos administradores da Companhia. 7. Deliberações: Aprovadas, por unanimidade de votos, os acionistas deliberaram: (i) aprovar, sem quaisquer ressalvas, o Relatório da Administração, as Demonstrações Financeiras e as Notas Explicativas, acompanhadas do relatório dos auditores independentes, relativas ao exercício social encerrado em 31 de dezembro de 2025; (ii) aprovar a destinação do lucro líquido do exercício social encerrado em 31 de dezembro de 2025, no montante de R$ 135.825.897,35, bem como a distribuição de dividendos aos acionistas na proporção de suas participações no capital social da Companhia. — [18, 29, 985, 44]
publication-name: Jornal do Comércio - Porto Alegre - RS — [18, 10, 201, 22]
notice-subtitle: CNPJ/MF nº 87.870.952/0001-44 - NIRE 43.3.0002911-6 - Código CVM nº 2069-6 - COMPANHIA ABERTA. ATA DE ASSEMBLEIA GERAL ORDINÁRIA E EXTRAORDINÁRIA REALIZADA EM 4 DE MARÇO DE 2026 - Nº 01/2026. — [54, 29, 345, 33]
issue-date: segunda-feira, 6 de abril de 2026 — [801, 10, 954, 22]
